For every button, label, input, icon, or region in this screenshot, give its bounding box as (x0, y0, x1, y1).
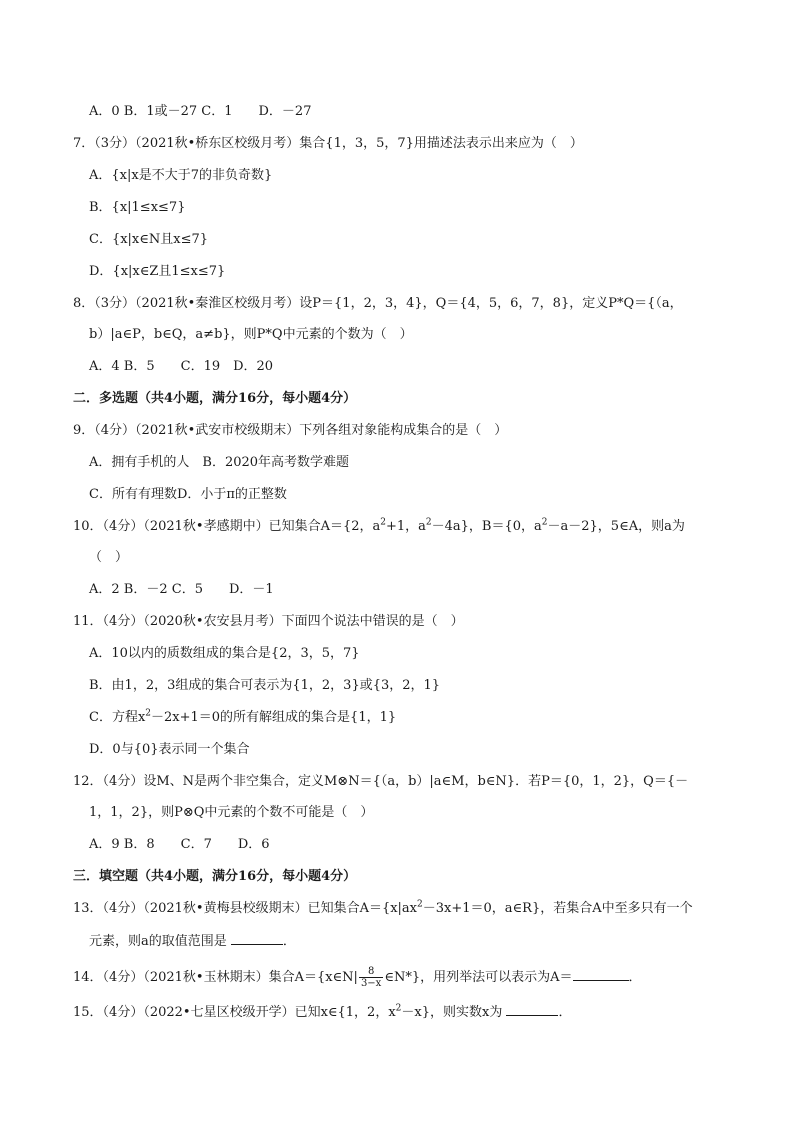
q7-option-b: B．{x|1≤x≤7} (89, 200, 186, 215)
q12-options: A．9 B．8 C．7 D．6 (89, 837, 270, 852)
q10-options: A．2 B．－2 C．5 D．－1 (89, 582, 274, 597)
answer-blank[interactable] (573, 968, 629, 981)
q7-option-d: D．{x|x∈Z且1≤x≤7} (89, 264, 226, 279)
question-15: 15．（4分）（2022•七星区校级开学）已知x∈{1，2，$x^2-x$}，则实数x为 ． (73, 1003, 572, 1020)
question-12: 12．（4分）设M、N是两个非空集合，定义M⊗N＝{（a，b）|a∈M，b∈N}．若P＝{0，1，2}，Q＝{－ (73, 774, 689, 789)
q8-options: A．4 B．5 C．19 D．20 (89, 359, 274, 374)
section-heading-fill: 三．填空题（共4小题，满分16分，每小题4分） (73, 869, 357, 884)
question-11: 11．（4分）（2020秋•农安县月考）下面四个说法中错误的是（ ） (73, 614, 464, 629)
q7-option-a: A．{x|x是不大于7的非负奇数} (89, 168, 273, 183)
fraction: $\frac{8}{3-x}$ (360, 966, 382, 989)
question-14: 14．（4分）（2021秋•玉林期末）集合A＝{x∈N| $\frac{8}{3-x}$ ∈N*}，用列举法可以表示为A＝ ． (73, 966, 642, 989)
answer-blank[interactable] (506, 1003, 558, 1016)
q11-option-d: D．0与{0}表示同一个集合 (89, 742, 250, 757)
question-10-cont: （ ） (89, 550, 129, 565)
question-10: 10．（4分）（2021秋•孝感期中）已知集合A＝{2，$a^2+1$，$a^2-4a$}，B＝{0，$a^2-a-2$}，5∈A，则a为 (73, 517, 685, 534)
question-13-cont: 元素，则a的取值范围是 ． (89, 934, 296, 949)
answer-blank[interactable] (231, 932, 283, 945)
q11-option-c: C．方程$x^2-2x+1=0$的所有解组成的集合是{1，1} (89, 708, 397, 725)
q11-option-a: A．10以内的质数组成的集合是{2，3，5，7} (89, 646, 360, 661)
q6-options: A．0 B．1或－27 C．1 D．－27 (89, 104, 312, 119)
q9-options-ab: A．拥有手机的人 B．2020年高考数学难题 (89, 455, 350, 470)
question-8-cont: b）|a∈P，b∈Q，a≠b}，则P*Q中元素的个数为（ ） (89, 327, 413, 342)
q7-option-c: C．{x|x∈N且x≤7} (89, 232, 209, 247)
question-7: 7．（3分）（2021秋•桥东区校级月考）集合{1，3，5，7}用描述法表示出来应为（ ） (73, 136, 583, 151)
question-12-cont: 1，1，2}，则P⊗Q中元素的个数不可能是（ ） (89, 805, 374, 820)
q9-options-cd: C．所有有理数D．小于π的正整数 (89, 487, 287, 502)
question-9: 9．（4分）（2021秋•武安市校级期末）下列各组对象能构成集合的是（ ） (73, 423, 508, 438)
question-13: 13．（4分）（2021秋•黄梅县校级期末）已知集合$A=\{x|ax^2-3x+1=0$，a∈R}，若集合A中至多只有一个 (73, 899, 693, 916)
question-8: 8．（3分）（2021秋•秦淮区校级月考）设P＝{1，2，3，4}，Q＝{4，5，6，7，8}，定义P*Q＝{（a， (73, 296, 683, 311)
section-heading-multi: 二．多选题（共4小题，满分16分，每小题4分） (73, 391, 357, 406)
q11-option-b: B．由1，2，3组成的集合可表示为{1，2，3}或{3，2，1} (89, 678, 441, 693)
